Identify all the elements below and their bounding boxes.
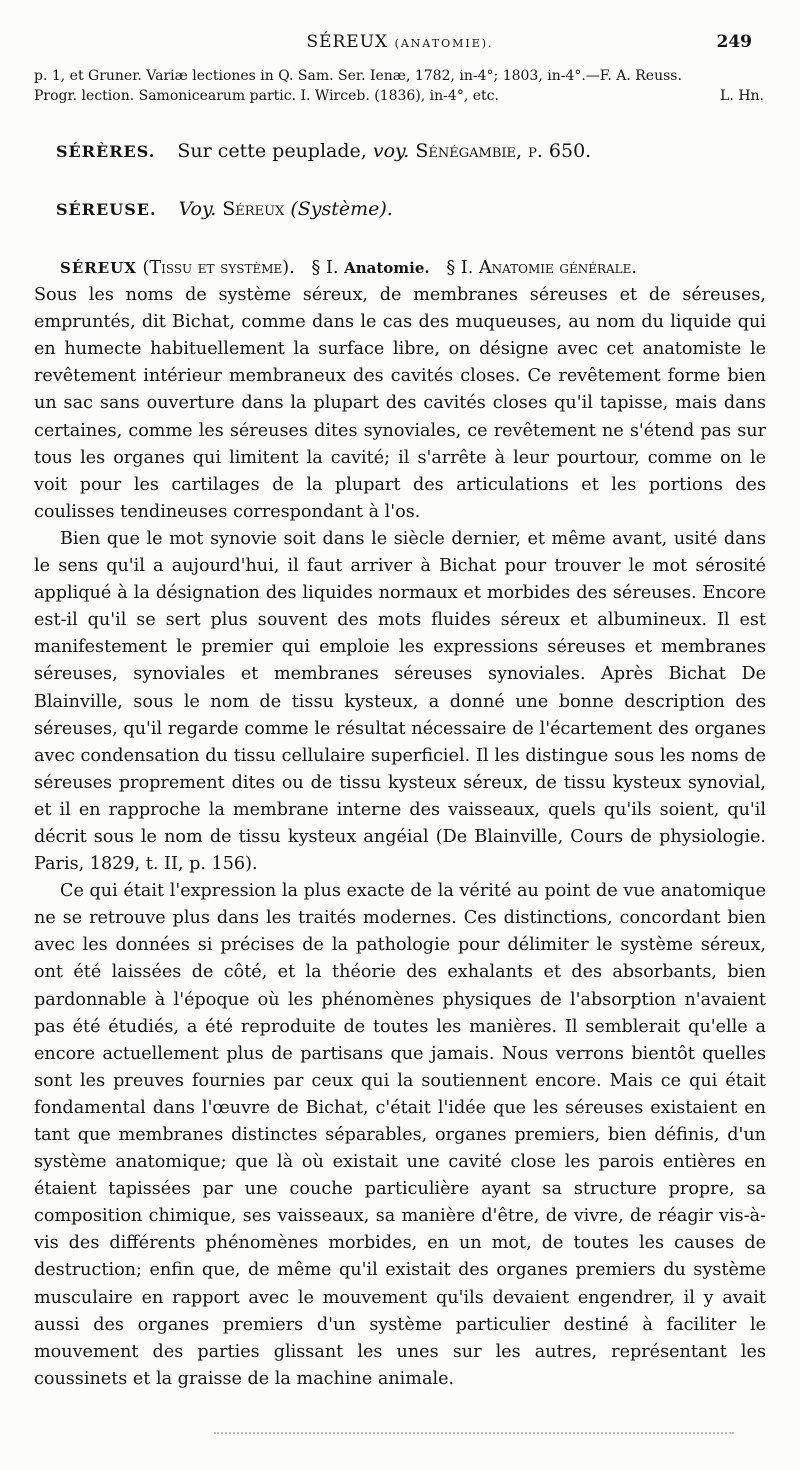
article-headword-rest: (Tissu et système).: [142, 258, 295, 278]
references-block: [34, 66, 766, 106]
entry-crossref: Sénégambie, p. 650.: [415, 140, 592, 162]
running-head: [34, 32, 766, 58]
entry-crossref: Séreux: [222, 198, 285, 220]
entry-text-italic: voy.: [372, 140, 410, 162]
document-page: [34, 0, 766, 1470]
running-title: [34, 32, 766, 52]
section-mark-b: § I.: [446, 258, 474, 278]
main-article: [34, 255, 766, 1393]
paragraph-1: Sous les noms de système séreux, de membranes séreuses et de séreuses, empruntés, dit Bichat, comme dans le cas des muqueuses, au nom du liquide qui en humecte habituellement la surface libre, on désigne avec cet anatomiste le revêtement intérieur membraneux des cavités closes. Ce revêtement forme bien un sac sans ouverture dans la plupart des cavités closes qu'il tapisse, mais dans certaines, comme les séreuses dites synoviales, ce revêtement ne s'étend pas sur tous les organes qui limitent la cavité; il s'arrête à leur pourtour, comme on le voit pour les cartilages de la plupart des articulations et les portions des coulisses tendineuses correspondant à l'os.: [34, 285, 766, 522]
paragraph-2: Bien que le mot synovie soit dans le siècle dernier, et même avant, usité dans le sens qu'il a aujourd'hui, il faut arriver à Bichat pour trouver le mot sérosité appliqué à la désignation des liquides normaux et morbides des séreuses. Encore est-il qu'il se sert plus souvent des mots fluides séreux et albumineux. Il est manifestement le premier qui emploie les expressions séreuses et membranes séreuses, synoviales et membranes séreuses synoviales. Après Bichat De Blainville, sous le nom de tissu kysteux, a donné une bonne description des séreuses, qu'il regarde comme le résultat nécessaire de l'écartement des organes avec condensation du tissu cellulaire superficiel. Il les distingue sous les noms de séreuses proprement dites ou de tissu kysteux séreux, de tissu kysteux synovial, et il en rapproche la membrane interne des vaisseaux, quels qu'ils soient, qu'il décrit sous le nom de tissu kysteux angéial (De Blainville, Cours de physiologie. Paris, 1829, t. II, p. 156).: [34, 528, 766, 875]
section-title-anatomie: Anatomie.: [344, 259, 430, 277]
paragraph-3: Ce qui était l'expression la plus exacte de la vérité au point de vue anatomique ne se retrouve plus dans les traités modernes. Ces distinctions, concordant bien avec les données si précises de la pathologie pour délimiter le système séreux, ont été laissées de côté, et la théorie des exhalants et des absorbants, bien pardonnable à l'époque où les phénomènes physiques de l'absorption n'avaient pas été étudiés, a été reproduite de toutes les manières. Il semblerait qu'elle a encore actuellement plus de partisans que jamais. Nous verrons bientôt quelles sont les preuves fournies par ceux qui la soutiennent encore. Mais ce qui était fondamental dans l'œuvre de Bichat, c'était l'idée que les séreuses existaient en tant que membranes distinctes séparables, organes premiers, bien définis, d'un système anatomique; que là où existait une cavité close les parois entières en étaient tapissées par une couche particulière ayant sa structure propre, sa composition chimique, ses vaisseaux, sa manière d'être, de vivre, de réagir vis-à-vis des différents phénomènes morbides, en un mot, de toutes les causes de destruction; enfin que, de même qu'il existait des organes premiers du système musculaire en rapport avec le mouvement qu'ils devaient engendrer, il y avait aussi des organes premiers d'un système particulier destiné à faciliter le mouvement des parties glissant les unes sur les autres, représentant les coussinets et la graisse de la machine animale.: [34, 881, 766, 1389]
entry-crossref-italic: (Système).: [290, 198, 393, 220]
page-number: 249: [716, 32, 752, 52]
reference-line-1: p. 1, et Gruner. Variæ lectiones in Q. Sam. Ser. Ienæ, 1782, in-4°; 1803, in-4°.—F. A. Reuss.: [34, 68, 682, 84]
entry-sereuse: [56, 198, 393, 220]
entry-text-italic: Voy.: [178, 198, 217, 220]
reference-line-2-text: Progr. lection. Samonicearum partic. I. Wirceb. (1836), in-4°, etc.: [34, 88, 499, 104]
article-headword: SÉREUX: [60, 259, 137, 277]
section-mark-a: § I.: [311, 258, 339, 278]
article-heading: [34, 255, 766, 282]
entry-headword: SÉRÈRES.: [56, 142, 156, 161]
entry-headword: SÉREUSE.: [56, 200, 157, 219]
running-title-main: SÉREUX: [306, 32, 389, 52]
section-title-anatomie-generale: Anatomie générale.: [478, 258, 637, 278]
running-title-sub: (ANATOMIE).: [394, 37, 494, 50]
reference-line-2: [34, 86, 766, 106]
page-bottom-marks: [214, 1432, 734, 1438]
author-initials: L. Hn.: [720, 88, 764, 104]
entry-sereres: [56, 140, 591, 162]
entry-text: Sur cette peuplade,: [177, 140, 367, 162]
